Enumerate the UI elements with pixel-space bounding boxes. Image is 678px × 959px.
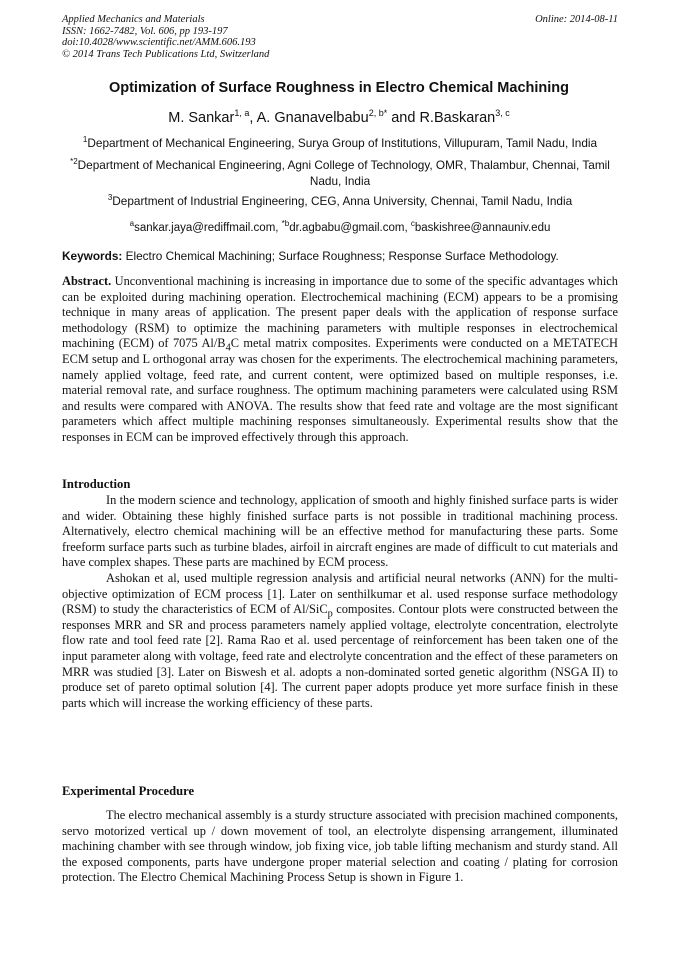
- paragraph: [62, 571, 618, 711]
- copyright-line: © 2014 Trans Tech Publications Ltd, Switzerland: [62, 48, 270, 60]
- author-mark: 3, c: [495, 108, 510, 119]
- email-list: [62, 219, 618, 234]
- affiliation: [62, 193, 618, 209]
- issn-line: ISSN: 1662-7482, Vol. 606, pp 193-197: [62, 25, 228, 37]
- email-text: dr.agbabu@gmail.com,: [289, 222, 411, 234]
- author-name: A. Gnanavelbabu: [256, 110, 369, 126]
- author-name: R.Baskaran: [419, 110, 496, 126]
- paragraph-text: Ashokan et al, used multiple regression analysis and artificial neural networks (ANN) for the multi-objective optimization of ECM process [1]. Later on senthilkumar et al. used response surface methodology (RSM) to study the characteristics of ECM of Al/SiC: [62, 570, 618, 617]
- author-list: [0, 110, 678, 126]
- affiliation-text: Department of Mechanical Engineering, Agni College of Technology, OMR, Thalambur, Chennai, Tamil Nadu, India: [77, 158, 610, 188]
- affiliation-mark: *2: [70, 157, 78, 167]
- online-date: Online: 2014-08-11: [535, 14, 618, 25]
- journal-name: Applied Mechanics and Materials: [62, 14, 205, 25]
- journal-header: [62, 14, 618, 60]
- introduction-body: [62, 493, 618, 711]
- experimental-body: [62, 808, 618, 886]
- paragraph-text: composites. Contour plots were constructed between the responses MRR and SR and process parameters namely applied voltage, electrolyte concentration, electrolyte flow rate and tool feed rate [2]. Rama Rao et al. used percentage of reinforcement has been taken one of the input parameter along with voltage, feed rate and electrolyte concentration and the effect of these parameters on MRR was studied [3]. Later on Biswesh et al. adopts a non-dominated sorted genetic algorithm (NSGA II) to produce set of pareto optimal solution [4]. The current paper adopts produce yet more surface finish in these parts which will increase the working efficiency of these parts.: [62, 602, 618, 710]
- abstract-text: C metal matrix composites. Experiments were conducted on a METATECH ECM setup and L orthogonal array was chosen for the experiments. The electrochemical machining parameters, namely applied voltage, feed rate, and current content, were optimized based on multiple responses, i.e. material removal rate, and surface roughness. The optimum machining parameters were calculated using RSM and results were compared with ANOVA. The results show that feed rate and voltage are the most significant parameters which affect multiple machining responses simultaneously. Experimental results show that the responses in ECM can be improved effectively through this approach.: [62, 336, 618, 444]
- affiliation: [62, 135, 618, 151]
- email-text: sankar.jaya@rediffmail.com,: [134, 222, 282, 234]
- abstract: [62, 274, 618, 446]
- affiliation: [62, 157, 618, 189]
- section-heading-introduction: Introduction: [62, 477, 131, 491]
- affiliation-mark: 3: [107, 193, 113, 203]
- abstract-label: Abstract.: [62, 274, 112, 288]
- affiliation-mark: 1: [82, 135, 88, 145]
- section-heading-experimental: Experimental Procedure: [62, 784, 195, 798]
- email-mark: *b: [281, 219, 290, 229]
- keywords-text: Electro Chemical Machining; Surface Roughness; Response Surface Methodology.: [122, 249, 559, 263]
- email-text: baskishree@annauniv.edu: [414, 222, 551, 234]
- author-separator: and: [387, 110, 420, 126]
- affiliation-text: Department of Mechanical Engineering, Surya Group of Institutions, Villupuram, Tamil Nadu, India: [87, 136, 598, 150]
- abstract-text: Unconventional machining is increasing in importance due to some of the specific advantages which can be exploited during machining operation. Electrochemical machining (ECM) appears to be a promising technique in many areas of application. The present paper deals with the application of response surface methodology (RSM) to optimize the machining parameters with multiple responses in electrochemical machining (ECM) of 7075 Al/B: [62, 274, 618, 351]
- author-name: M. Sankar: [168, 110, 235, 126]
- doi-line: doi:10.4028/www.scientific.net/AMM.606.193: [62, 37, 256, 48]
- paragraph: The electro mechanical assembly is a sturdy structure associated with precision machined components, servo motorized vertical up / down movement of tool, an electrolyte dispensing arrangement, illuminated machining chamber with see through window, job fixing vice, job table lifting mechanism and sturdy stand. All the exposed components, parts have undergone proper material selection and coating / plating for corrosion protection. The Electro Chemical Machining Process Setup is shown in Figure 1.: [62, 808, 618, 885]
- author-separator: ,: [249, 110, 257, 126]
- author-mark: 1, a: [234, 108, 250, 119]
- abstract-subscript: 4: [225, 342, 231, 354]
- keywords: [62, 249, 618, 263]
- affiliation-text: Department of Industrial Engineering, CEG, Anna University, Chennai, Tamil Nadu, India: [112, 194, 573, 208]
- paper-title: Optimization of Surface Roughness in Electro Chemical Machining: [108, 80, 570, 96]
- paragraph-subscript: p: [327, 608, 333, 620]
- email-mark: a: [129, 219, 135, 229]
- author-mark: 2, b*: [368, 108, 388, 119]
- email-mark: c: [410, 219, 415, 229]
- paragraph: In the modern science and technology, application of smooth and highly finished surface parts is wider and wider. Obtaining these highly finished surface parts is not possible in traditional machining process. Alternatively, electro chemical machining will be an effective method for manufacturing these parts. Some freeform surface parts such as turbine blades, airfoil in aircraft engines are made of difficult to cut materials and have complex shapes. These parts are machined by ECM process.: [62, 493, 618, 570]
- keywords-label: Keywords:: [62, 249, 123, 263]
